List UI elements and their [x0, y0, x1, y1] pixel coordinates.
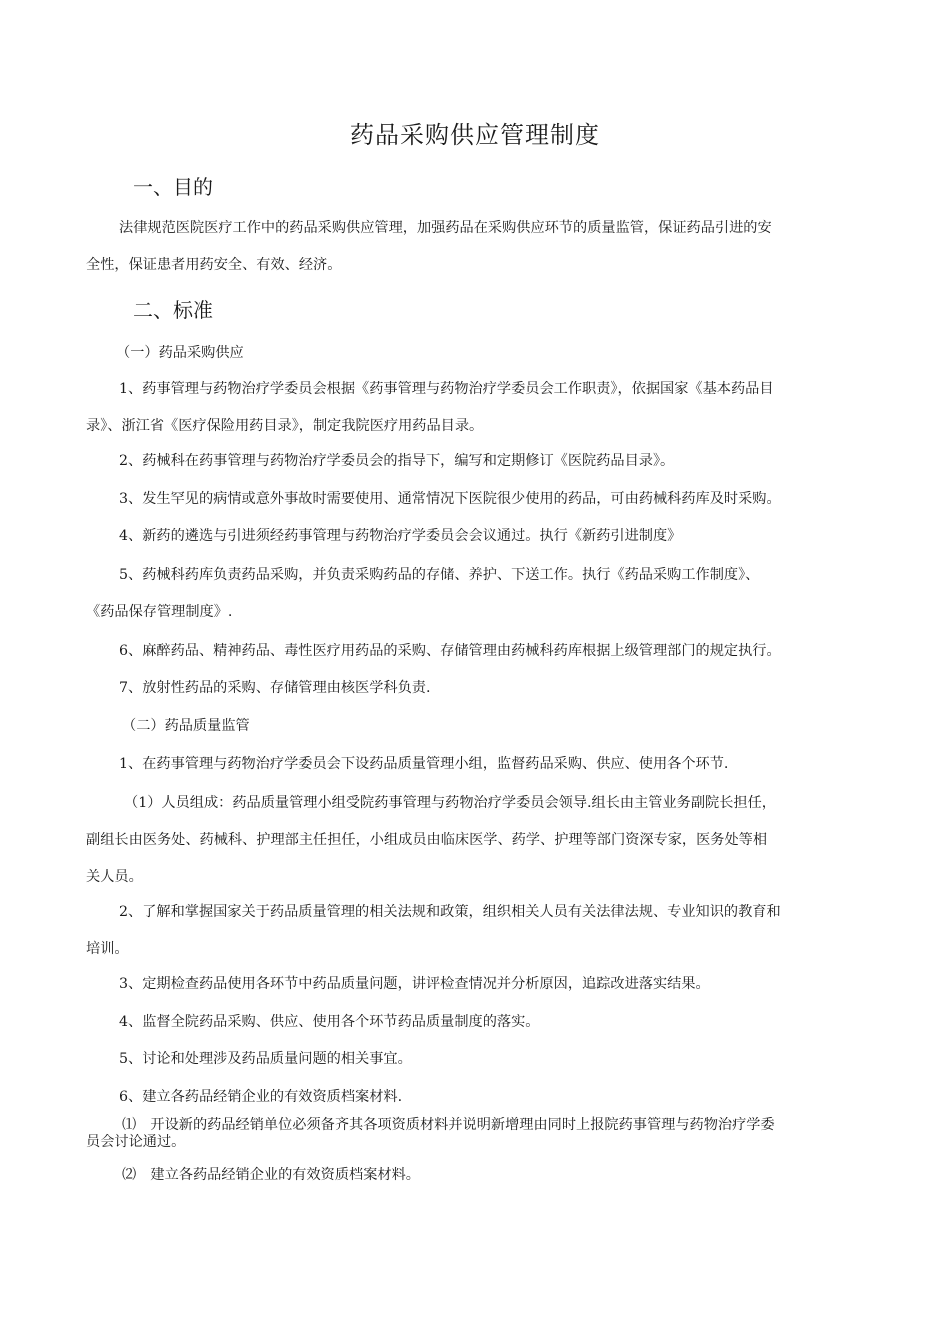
quality-item-2-line-2: 培训。 [86, 941, 129, 957]
procurement-item-2 [86, 443, 866, 480]
quality-item-1-text: 1、在药事管理与药物治疗学委员会下设药品质量管理小组，监督药品采购、供应、使用各个环节. [119, 756, 729, 772]
quality-item-1 [86, 746, 866, 783]
quality-item-6 [86, 1079, 866, 1116]
quality-item-5 [86, 1041, 866, 1078]
quality-item-5-text: 5、讨论和处理涉及药品质量问题的相关事宜。 [119, 1051, 412, 1067]
procurement-item-6-text: 6、麻醉药品、精神药品、毒性医疗用药品的采购、存储管理由药械科药库根据上级管理部门的规定执行。 [119, 643, 781, 659]
subheading-procurement: （一）药品采购供应 [116, 345, 244, 361]
quality-item-6-sub-2-text: ⑵ 建立各药品经销企业的有效资质档案材料。 [122, 1167, 420, 1183]
procurement-item-3 [86, 481, 866, 518]
procurement-item-2-text: 2、药械科在药事管理与药物治疗学委员会的指导下，编写和定期修订《医院药品目录》。 [119, 453, 675, 469]
purpose-line-1: 法律规范医院医疗工作中的药品采购供应管理，加强药品在采购供应环节的质量监管，保证药品引进的安 [119, 220, 772, 236]
procurement-item-1-line-2: 录》、浙江省《医疗保险用药目录》，制定我院医疗用药品目录。 [86, 418, 484, 434]
procurement-item-5 [86, 557, 866, 631]
section-heading-purpose: 一、目的 [133, 175, 213, 199]
purpose-paragraph [86, 210, 866, 284]
quality-item-6-sub-1-line-1: ⑴ 开设新的药品经销单位必须备齐其各项资质材料并说明新增理由同时上报院药事管理与药物治疗学委 [122, 1117, 775, 1133]
quality-item-3-text: 3、定期检查药品使用各环节中药品质量问题，讲评检查情况并分析原因，追踪改进落实结果。 [119, 976, 710, 992]
quality-item-1-sub-line-1: （1）人员组成：药品质量管理小组受院药事管理与药物治疗学委员会领导.组长由主管业务副院长担任， [124, 795, 776, 811]
quality-item-4-text: 4、监督全院药品采购、供应、使用各个环节药品质量制度的落实。 [119, 1014, 540, 1030]
procurement-item-1 [86, 371, 866, 445]
quality-item-4 [86, 1004, 866, 1041]
procurement-item-4 [86, 518, 866, 555]
procurement-item-7-text: 7、放射性药品的采购、存储管理由核医学科负责. [119, 680, 431, 696]
procurement-item-6 [86, 633, 866, 670]
purpose-line-2: 全性，保证患者用药安全、有效、经济。 [86, 257, 342, 273]
subheading-quality: （二）药品质量监管 [122, 718, 250, 734]
procurement-item-4-text: 4、新药的遴选与引进须经药事管理与药物治疗学委员会会议通过。执行《新药引进制度》 [119, 528, 682, 544]
quality-item-2 [86, 894, 866, 968]
quality-item-3 [86, 966, 866, 1003]
quality-item-1-sub-line-2: 副组长由医务处、药械科、护理部主任担任，小组成员由临床医学、药学、护理等部门资深专家，医务处等相 [86, 832, 768, 848]
quality-item-6-sub-1-line-2: 员会讨论通过。 [86, 1134, 186, 1150]
quality-item-6-sub-2 [86, 1167, 868, 1184]
quality-item-1-sub [86, 785, 866, 896]
quality-item-6-sub-1 [86, 1117, 868, 1151]
procurement-item-5-line-2: 《药品保存管理制度》. [86, 604, 233, 620]
procurement-item-5-line-1: 5、药械科药库负责药品采购，并负责采购药品的存储、养护、下送工作。执行《药品采购工作制度》、 [119, 567, 760, 583]
procurement-item-7 [86, 670, 866, 707]
quality-item-1-sub-line-3: 关人员。 [86, 869, 143, 885]
procurement-item-1-line-1: 1、药事管理与药物治疗学委员会根据《药事管理与药物治疗学委员会工作职责》，依据国家《基本药品目 [119, 381, 774, 397]
section-heading-standard: 二、标准 [133, 298, 213, 322]
quality-item-2-line-1: 2、了解和掌握国家关于药品质量管理的相关法规和政策，组织相关人员有关法律法规、专业知识的教育和 [119, 904, 781, 920]
quality-item-6-text: 6、建立各药品经销企业的有效资质档案材料. [119, 1089, 403, 1105]
document-title: 药品采购供应管理制度 [350, 121, 600, 149]
procurement-item-3-text: 3、发生罕见的病情或意外事故时需要使用、通常情况下医院很少使用的药品，可由药械科药库及时采购。 [119, 491, 781, 507]
